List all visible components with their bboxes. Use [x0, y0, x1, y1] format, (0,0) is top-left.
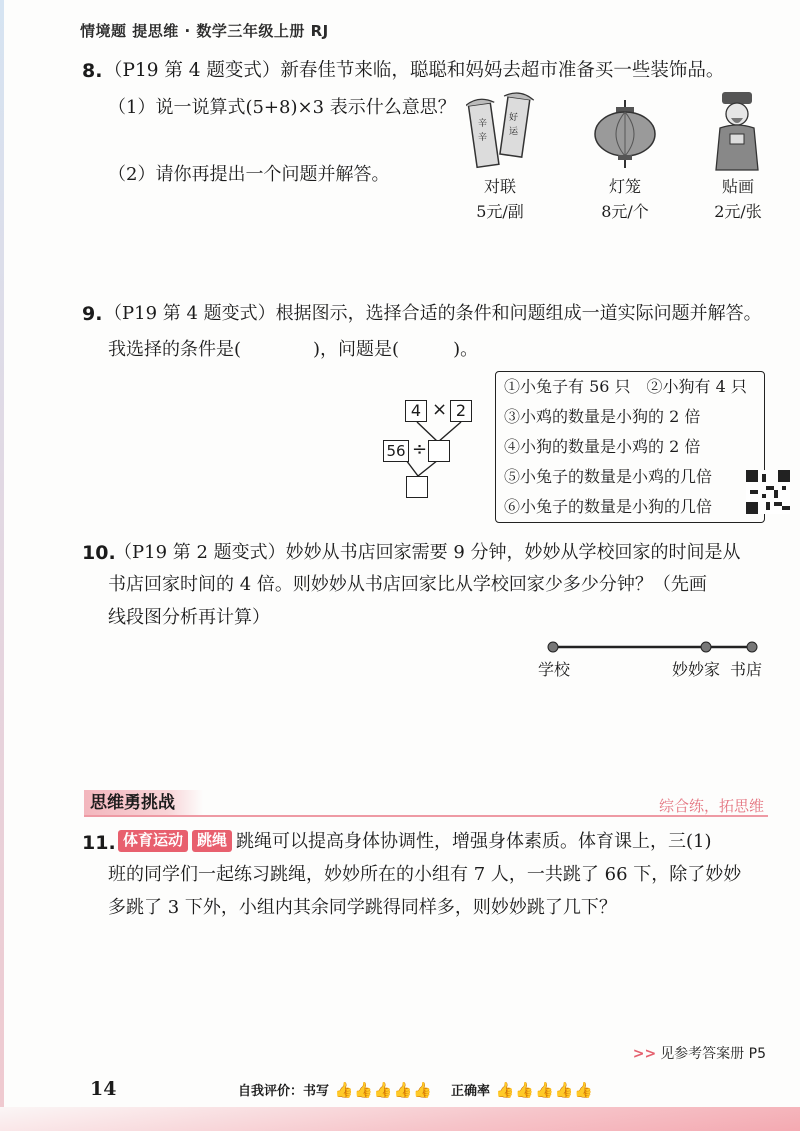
diagram-box-product: [428, 440, 450, 462]
condition-1-2: ①小兔子有 56 只 ②小狗有 4 只: [504, 377, 747, 396]
self-evaluation: [238, 1080, 594, 1099]
couplet-left-char-1: 辛: [478, 119, 488, 129]
q10-line2: 书店回家时间的 4 倍。则妙妙从书店回家比从学校回家少多少分钟？（先画: [108, 574, 707, 595]
qr-code-icon: [746, 470, 790, 514]
item-couplet-price: 5元/副: [476, 201, 524, 221]
accuracy-label: 正确率: [451, 1084, 491, 1099]
item-couplet: [470, 175, 530, 225]
q11-number: 11.: [82, 832, 116, 854]
q8-stem: （P19 第 4 题变式）新春佳节来临，聪聪和妈妈去超市准备买一些装饰品。: [104, 60, 725, 81]
thumbs-up-icons-writing: 👍👍👍👍👍: [334, 1081, 433, 1099]
q11-line1: 跳绳可以提高身体协调性，增强身体素质。体育课上，三(1): [236, 831, 712, 852]
diagram-box-result: [406, 476, 428, 498]
condition-5: ⑤小兔子的数量是小鸡的几倍: [504, 467, 713, 486]
thumbs-up-icons-accuracy: 👍👍👍👍👍: [495, 1081, 594, 1099]
eval-label: 自我评价：书写: [238, 1084, 330, 1099]
q10-line1: （P19 第 2 题变式）妙妙从书店回家需要 9 分钟，妙妙从学校回家的时间是从: [114, 542, 741, 563]
couplet-right-char-1: 好: [509, 113, 519, 123]
diagram-box-a: 4: [405, 400, 427, 422]
segment-label-school: 学校: [538, 660, 571, 679]
section-subtitle: 综合练，拓思维: [658, 797, 764, 815]
item-sticker: [708, 175, 768, 225]
q9-number: 9.: [82, 303, 103, 325]
condition-3: ③小鸡的数量是小狗的 2 倍: [504, 407, 701, 426]
q11-line1-wrap: [118, 830, 712, 853]
answer-reference-text: 见参考答案册 P5: [660, 1046, 766, 1062]
segment-label-home: 妙妙家: [672, 660, 721, 679]
item-lantern: [595, 175, 655, 225]
segment-label-bookstore: 书店: [730, 660, 763, 679]
q8-part1: （1）说一说算式(5+8)×3 表示什么意思？: [108, 97, 456, 118]
q10-number: 10.: [82, 542, 116, 564]
item-couplet-name: 对联: [483, 177, 516, 196]
q9-choice-line: 我选择的条件是( )，问题是( )。: [108, 339, 479, 360]
q11-line3: 多跳了 3 下外，小组内其余同学跳得同样多，则妙妙跳了几下？: [108, 897, 617, 918]
item-lantern-price: 8元/个: [601, 201, 649, 221]
page-header: 情境题 提思维 · 数学三年级上册 RJ: [80, 22, 329, 40]
item-lantern-name: 灯笼: [608, 177, 641, 196]
tag-sports: 体育运动: [118, 830, 188, 852]
couplet-right-char-2: 运: [509, 127, 519, 137]
couplet-icon: [466, 90, 536, 172]
q9-conditions-panel: [495, 371, 765, 523]
diagram-divide: ÷: [412, 439, 428, 460]
lantern-icon: [590, 100, 660, 170]
q10-segment-line: [540, 636, 760, 658]
q8-number: 8.: [82, 60, 103, 82]
diagram-box-c: 56: [383, 440, 409, 462]
answer-reference: [633, 1043, 766, 1063]
double-chevron-icon: >>: [632, 1046, 657, 1062]
page-number: 14: [90, 1078, 117, 1100]
q11-line2: 班的同学们一起练习跳绳，妙妙所在的小组有 7 人，一共跳了 66 下，除了妙妙: [108, 864, 742, 885]
q9-stem: （P19 第 4 题变式）根据图示，选择合适的条件和问题组成一道实际问题并解答。: [104, 303, 762, 324]
sticker-icon: [712, 92, 762, 172]
q8-part2: （2）请你再提出一个问题并解答。: [108, 164, 390, 185]
diagram-box-b: 2: [450, 400, 472, 422]
condition-4: ④小狗的数量是小鸡的 2 倍: [504, 437, 701, 456]
condition-6: ⑥小兔子的数量是小狗的几倍: [504, 497, 713, 516]
item-sticker-name: 贴画: [721, 177, 754, 196]
tag-rope-skipping: 跳绳: [192, 830, 232, 852]
bottom-decor-strip: [0, 1107, 800, 1131]
couplet-left-char-2: 辛: [478, 133, 488, 143]
section-title: 思维勇挑战: [84, 790, 203, 816]
diagram-times: ×: [432, 399, 448, 420]
item-sticker-price: 2元/张: [714, 201, 762, 221]
q10-line3: 线段图分析再计算）: [108, 607, 270, 628]
page-spine: [0, 0, 4, 1131]
